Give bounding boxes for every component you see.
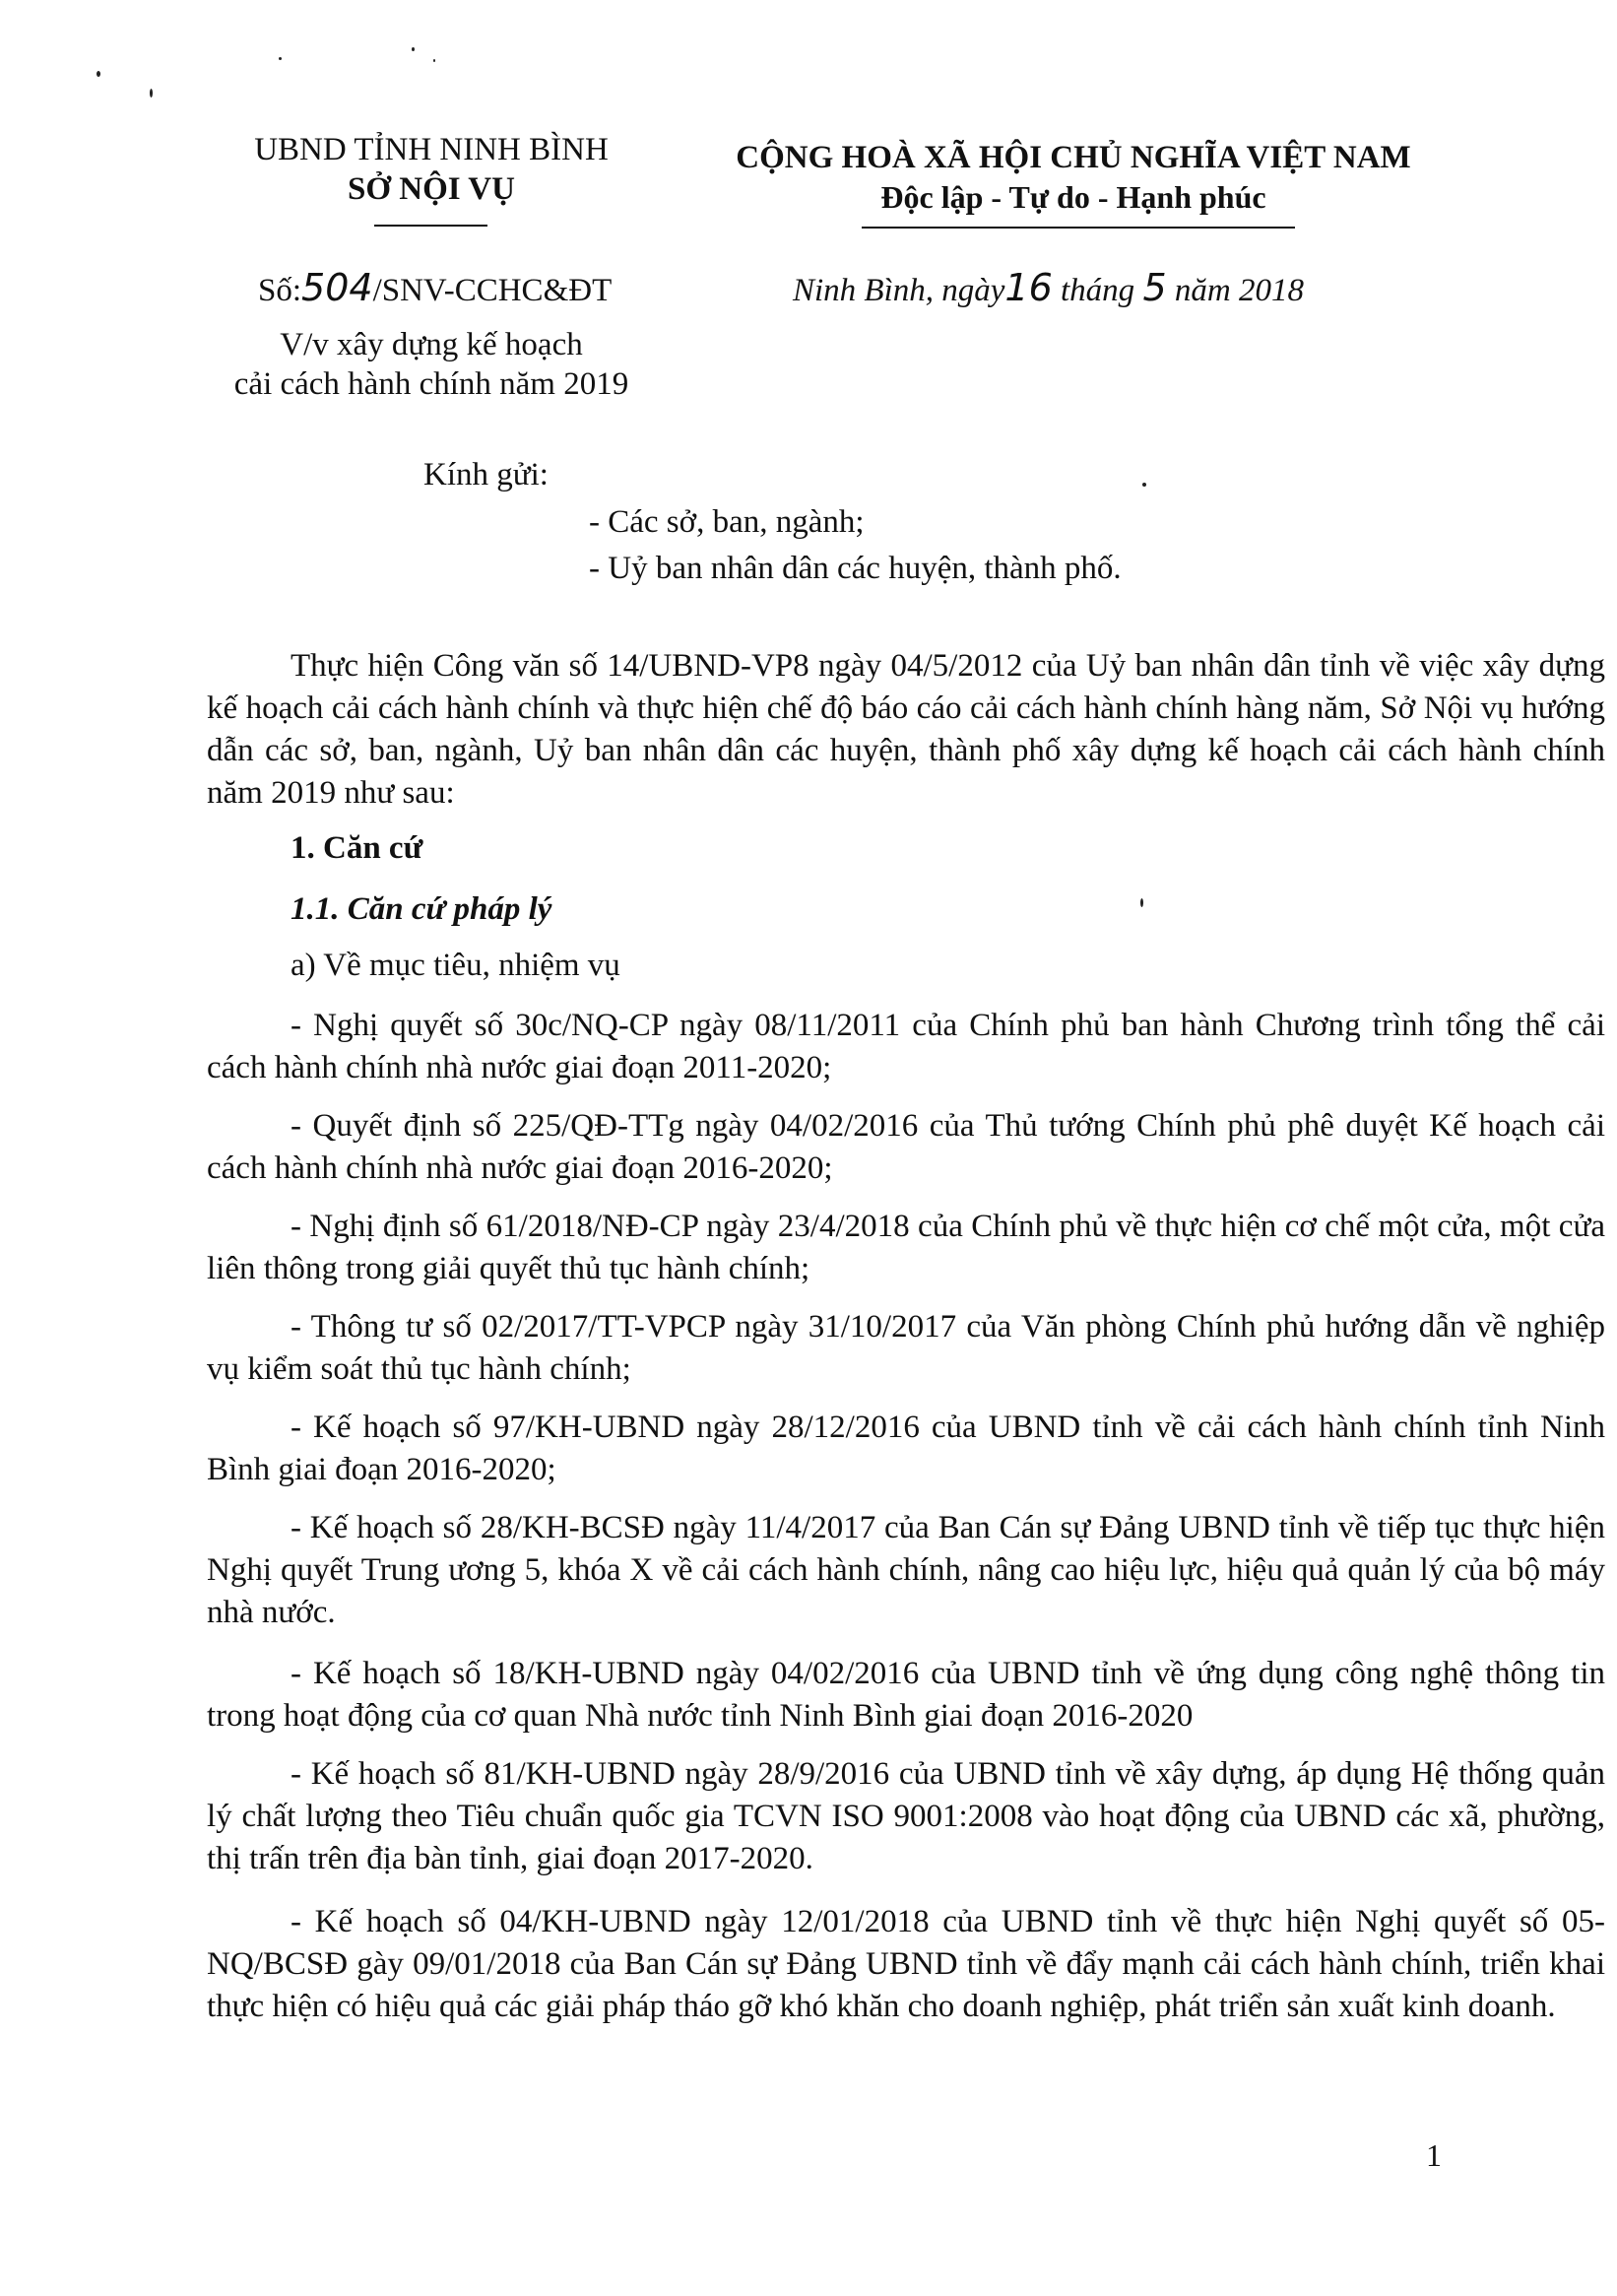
national-title: CỘNG HOÀ XÃ HỘI CHỦ NGHĨA VIỆT NAM — [736, 140, 1411, 175]
section-heading: 1. Căn cứ — [291, 830, 423, 866]
issuing-authority: UBND TỈNH NINH BÌNH — [254, 132, 609, 167]
legal-basis-item — [207, 1653, 1605, 1738]
subsection-heading: 1.1. Căn cứ pháp lý — [291, 891, 552, 927]
legal-basis-item — [207, 1753, 1605, 1880]
legal-basis-text: - Kế hoạch số 97/KH-UBND ngày 28/12/2016 của UBND tỉnh về cải cách hành chính tỉnh Ninh Bình giai đoạn 2016-2020; — [207, 1410, 1605, 1487]
date-month-label: tháng — [1061, 273, 1135, 308]
page-number: 1 — [1426, 2137, 1442, 2173]
intro-paragraph — [207, 645, 1605, 815]
left-header-rule — [374, 225, 487, 227]
doc-number-handwritten: 504 — [301, 266, 373, 309]
legal-basis-text: - Nghị quyết số 30c/NQ-CP ngày 08/11/2011 của Chính phủ ban hành Chương trình tổng thể cải cách hành chính nhà nước giai đoạn 2011-2020; — [207, 1008, 1605, 1085]
legal-basis-text: - Quyết định số 225/QĐ-TTg ngày 04/02/2016 của Thủ tướng Chính phủ phê duyệt Kế hoạch cải cách hành chính nhà nước giai đoạn 2016-2020; — [207, 1108, 1605, 1186]
left-header — [215, 130, 648, 209]
intro-text: Thực hiện Công văn số 14/UBND-VP8 ngày 04/5/2012 của Uỷ ban nhân dân tỉnh về việc xây dựng kế hoạch cải cách hành chính và thực hiện chế độ báo cáo cải cách hành chính hàng năm, Sở Nội vụ hướng dẫn các sở, ban, ngành, Uỷ ban nhân dân các huyện, thành phố xây dựng kế hoạch cải cách hành chính năm 2019 như sau: — [207, 648, 1605, 811]
subject-line-2: cải cách hành chính năm 2019 — [233, 366, 629, 402]
sub-heading-a: a) Về mục tiêu, nhiệm vụ — [291, 948, 620, 983]
scan-speck — [97, 71, 100, 77]
date-day-handwritten: 16 — [1004, 266, 1053, 309]
national-motto: Độc lập - Tự do - Hạnh phúc — [880, 179, 1266, 215]
legal-basis-text: - Kế hoạch số 81/KH-UBND ngày 28/9/2016 của UBND tỉnh về xây dựng, áp dụng Hệ thống quản lý chất lượng theo Tiêu chuẩn quốc gia TCVN ISO 9001:2008 vào hoạt động của UBND các xã, phường, thị trấn trên địa bàn tỉnh, giai đoạn 2017-2020. — [207, 1756, 1605, 1876]
scan-speck — [433, 59, 435, 62]
date-year: năm 2018 — [1174, 273, 1304, 308]
legal-basis-item — [207, 1306, 1605, 1391]
scan-speck — [279, 57, 282, 60]
right-header — [719, 138, 1428, 217]
scan-speck — [150, 89, 153, 98]
subject-line-1: V/v xây dựng kế hoạch — [280, 327, 583, 362]
scan-speck — [1140, 898, 1143, 907]
legal-basis-item — [207, 1206, 1605, 1290]
legal-basis-text: - Nghị định số 61/2018/NĐ-CP ngày 23/4/2018 của Chính phủ về thực hiện cơ chế một cửa, một cửa liên thông trong giải quyết thủ tục hành chính; — [207, 1209, 1605, 1286]
legal-basis-text: - Kế hoạch số 04/KH-UBND ngày 12/01/2018 của UBND tỉnh về thực hiện Nghị quyết số 05-NQ/BCSĐ gày 09/01/2018 của Ban Cán sự Đảng UBND tỉnh về đẩy mạnh cải cách hành chính, triển khai thực hiện có hiệu quả các giải pháp tháo gỡ khó khăn cho doanh nghiệp, phát triển sản xuất kinh doanh. — [207, 1904, 1605, 2024]
date-month-handwritten: 5 — [1142, 266, 1167, 309]
issuing-department: SỞ NỘI VỤ — [348, 171, 515, 207]
doc-number-prefix: Số: — [258, 273, 302, 308]
right-header-rule — [862, 227, 1295, 229]
doc-number-suffix: /SNV-CCHC&ĐT — [372, 273, 613, 308]
legal-basis-text: - Kế hoạch số 18/KH-UBND ngày 04/02/2016 của UBND tỉnh về ứng dụng công nghệ thông tin trong hoạt động của cơ quan Nhà nước tỉnh Ninh Bình giai đoạn 2016-2020 — [207, 1656, 1605, 1734]
recipients-label: Kính gửi: — [423, 457, 549, 492]
legal-basis-item — [207, 1507, 1605, 1634]
date-prefix: Ninh Bình, ngày — [793, 273, 1005, 308]
legal-basis-text: - Thông tư số 02/2017/TT-VPCP ngày 31/10/2017 của Văn phòng Chính phủ hướng dẫn về nghiệp vụ kiểm soát thủ tục hành chính; — [207, 1309, 1605, 1387]
scan-speck — [412, 47, 415, 51]
legal-basis-text: - Kế hoạch số 28/KH-BCSĐ ngày 11/4/2017 của Ban Cán sự Đảng UBND tỉnh về tiếp tục thực hiện Nghị quyết Trung ương 5, khóa X về cải cách hành chính, nâng cao hiệu lực, hiệu quả quản lý của bộ máy nhà nước. — [207, 1510, 1605, 1630]
scan-speck — [1142, 483, 1146, 487]
legal-basis-item — [207, 1407, 1605, 1491]
subject — [215, 325, 648, 404]
legal-basis-item — [207, 1901, 1605, 2028]
recipient-item: - Các sở, ban, ngành; — [589, 504, 865, 540]
document-number — [258, 268, 612, 310]
date-line — [793, 268, 1304, 310]
legal-basis-item — [207, 1005, 1605, 1089]
legal-basis-item — [207, 1105, 1605, 1190]
recipient-item: - Uỷ ban nhân dân các huyện, thành phố. — [589, 551, 1122, 586]
